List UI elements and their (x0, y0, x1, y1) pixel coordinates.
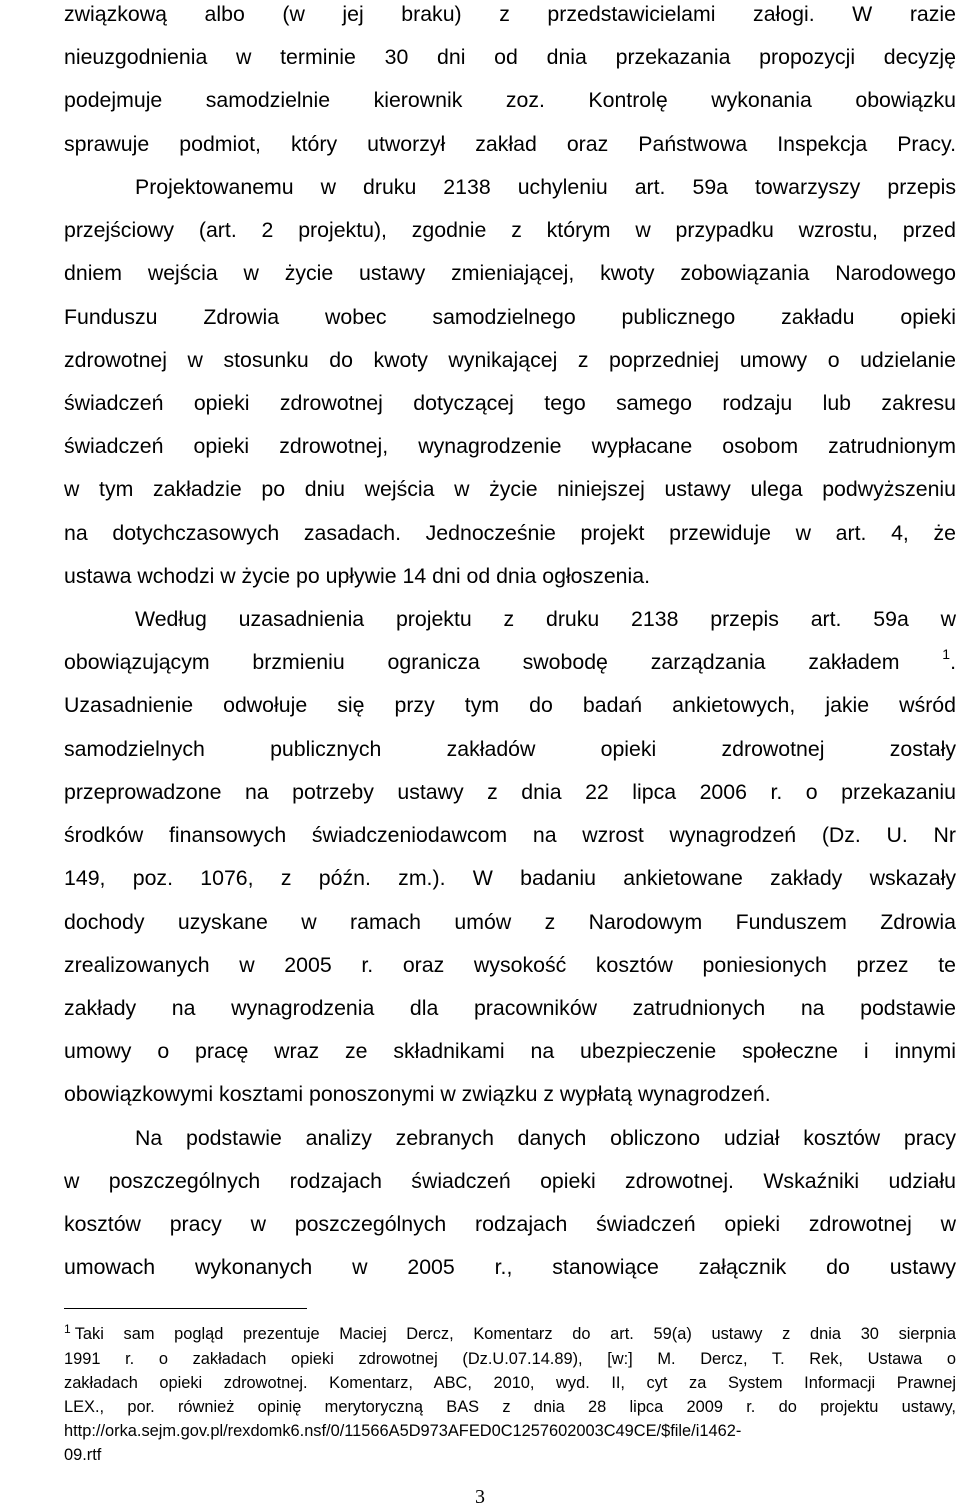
body-line: zakłady na wynagrodzenia dla pracowników zatrudnionych na podstawie (64, 996, 956, 1020)
footnote-link-continued[interactable]: 09.rtf (64, 1446, 102, 1464)
body-line: 149, poz. 1076, z późn. zm.). W badaniu ankietowane zakłady wskazały (64, 866, 956, 890)
footnote-reference[interactable]: 1 (942, 645, 951, 662)
body-line: umowach wykonanych w 2005 r., stanowiące załącznik do ustawy (64, 1255, 956, 1279)
body-line: Uzasadnienie odwołuje się przy tym do badań ankietowych, jakie wśród (64, 693, 956, 717)
body-line: sprawuje podmiot, który utworzył zakład oraz Państwowa Inspekcja Pracy. (64, 132, 956, 156)
body-line: przejściowy (art. 2 projektu), zgodnie z którym w przypadku wzrostu, przed (64, 218, 956, 242)
body-line: związkową albo (w jej braku) z przedstawicielami załogi. W razie (64, 2, 956, 26)
body-line: obowiązkowymi kosztami ponoszonymi w związku z wypłatą wynagrodzeń. (64, 1082, 771, 1106)
body-line-text: obowiązującym brzmieniu ogranicza swobodę zarządzania zakładem (64, 650, 900, 674)
footnote-line: 1991 r. o zakładach opieki zdrowotnej (Dz.U.07.14.89), [w:] M. Dercz, T. Rek, Ustawa o (64, 1350, 956, 1368)
body-line: przeprowadzone na potrzeby ustawy z dnia 22 lipca 2006 r. o przekazaniu (64, 780, 956, 804)
body-line: w poszczególnych rodzajach świadczeń opieki zdrowotnej. Wskaźniki udziału (64, 1169, 956, 1193)
body-line: świadczeń opieki zdrowotnej dotyczącej tego samego rodzaju lub zakresu (64, 391, 956, 415)
body-line-with-footnote-ref (64, 645, 957, 691)
body-line: dniem wejścia w życie ustawy zmieniającej, kwoty zobowiązania Narodowego (64, 261, 956, 285)
footnote-ref-trailing: . (950, 650, 957, 674)
footnote-line (64, 1322, 956, 1344)
footnote-link[interactable]: http://orka.sejm.gov.pl/rexdomk6.nsf/0/11566A5D973AFED0C1257602003C49CE/$file/i1462- (64, 1422, 742, 1440)
body-line: podejmuje samodzielnie kierownik zoz. Kontrolę wykonania obowiązku (64, 88, 956, 112)
body-line: zdrowotnej w stosunku do kwoty wynikającej z poprzedniej umowy o udzielanie (64, 348, 956, 372)
body-line: umowy o pracę wraz ze składnikami na ubezpieczenie społeczne i innymi (64, 1039, 956, 1063)
body-line: Funduszu Zdrowia wobec samodzielnego publicznego zakładu opieki (64, 305, 956, 329)
body-line: na dotychczasowych zasadach. Jednocześnie projekt przewiduje w art. 4, że (64, 521, 956, 545)
footnote-separator (64, 1308, 307, 1309)
footnote-number: 1 (64, 1322, 71, 1336)
body-line: świadczeń opieki zdrowotnej, wynagrodzenie wypłacane osobom zatrudnionym (64, 434, 956, 458)
body-line: Na podstawie analizy zebranych danych obliczono udział kosztów pracy (135, 1126, 956, 1150)
body-line: dochody uzyskane w ramach umów z Narodowym Funduszem Zdrowia (64, 910, 956, 934)
body-line: w tym zakładzie po dniu wejścia w życie niniejszej ustawy ulega podwyższeniu (64, 477, 956, 501)
footnote-line: LEX., por. również opinię merytoryczną BAS z dnia 28 lipca 2009 r. do projektu ustawy, (64, 1398, 956, 1416)
body-line: kosztów pracy w poszczególnych rodzajach świadczeń opieki zdrowotnej w (64, 1212, 956, 1236)
body-line: Według uzasadnienia projektu z druku 2138 przepis art. 59a w (135, 607, 956, 631)
footnote-text: Taki sam pogląd prezentuje Maciej Dercz, Komentarz do art. 59(a) ustawy z dnia 30 sierpnia (74, 1325, 956, 1343)
body-line: środków finansowych świadczeniodawcom na wzrost wynagrodzeń (Dz. U. Nr (64, 823, 956, 847)
body-line: nieuzgodnienia w terminie 30 dni od dnia przekazania propozycji decyzję (64, 45, 956, 69)
footnote-line: zakładach opieki zdrowotnej. Komentarz, ABC, 2010, wyd. II, cyt za System Informacji Prawnej (64, 1374, 956, 1392)
body-line: ustawa wchodzi w życie po upływie 14 dni od dnia ogłoszenia. (64, 564, 651, 588)
page-number: 3 (475, 1486, 485, 1508)
body-line: zrealizowanych w 2005 r. oraz wysokość kosztów poniesionych przez te (64, 953, 956, 977)
body-line: samodzielnych publicznych zakładów opieki zdrowotnej zostały (64, 737, 956, 761)
body-line: Projektowanemu w druku 2138 uchyleniu art. 59a towarzyszy przepis (135, 175, 956, 199)
